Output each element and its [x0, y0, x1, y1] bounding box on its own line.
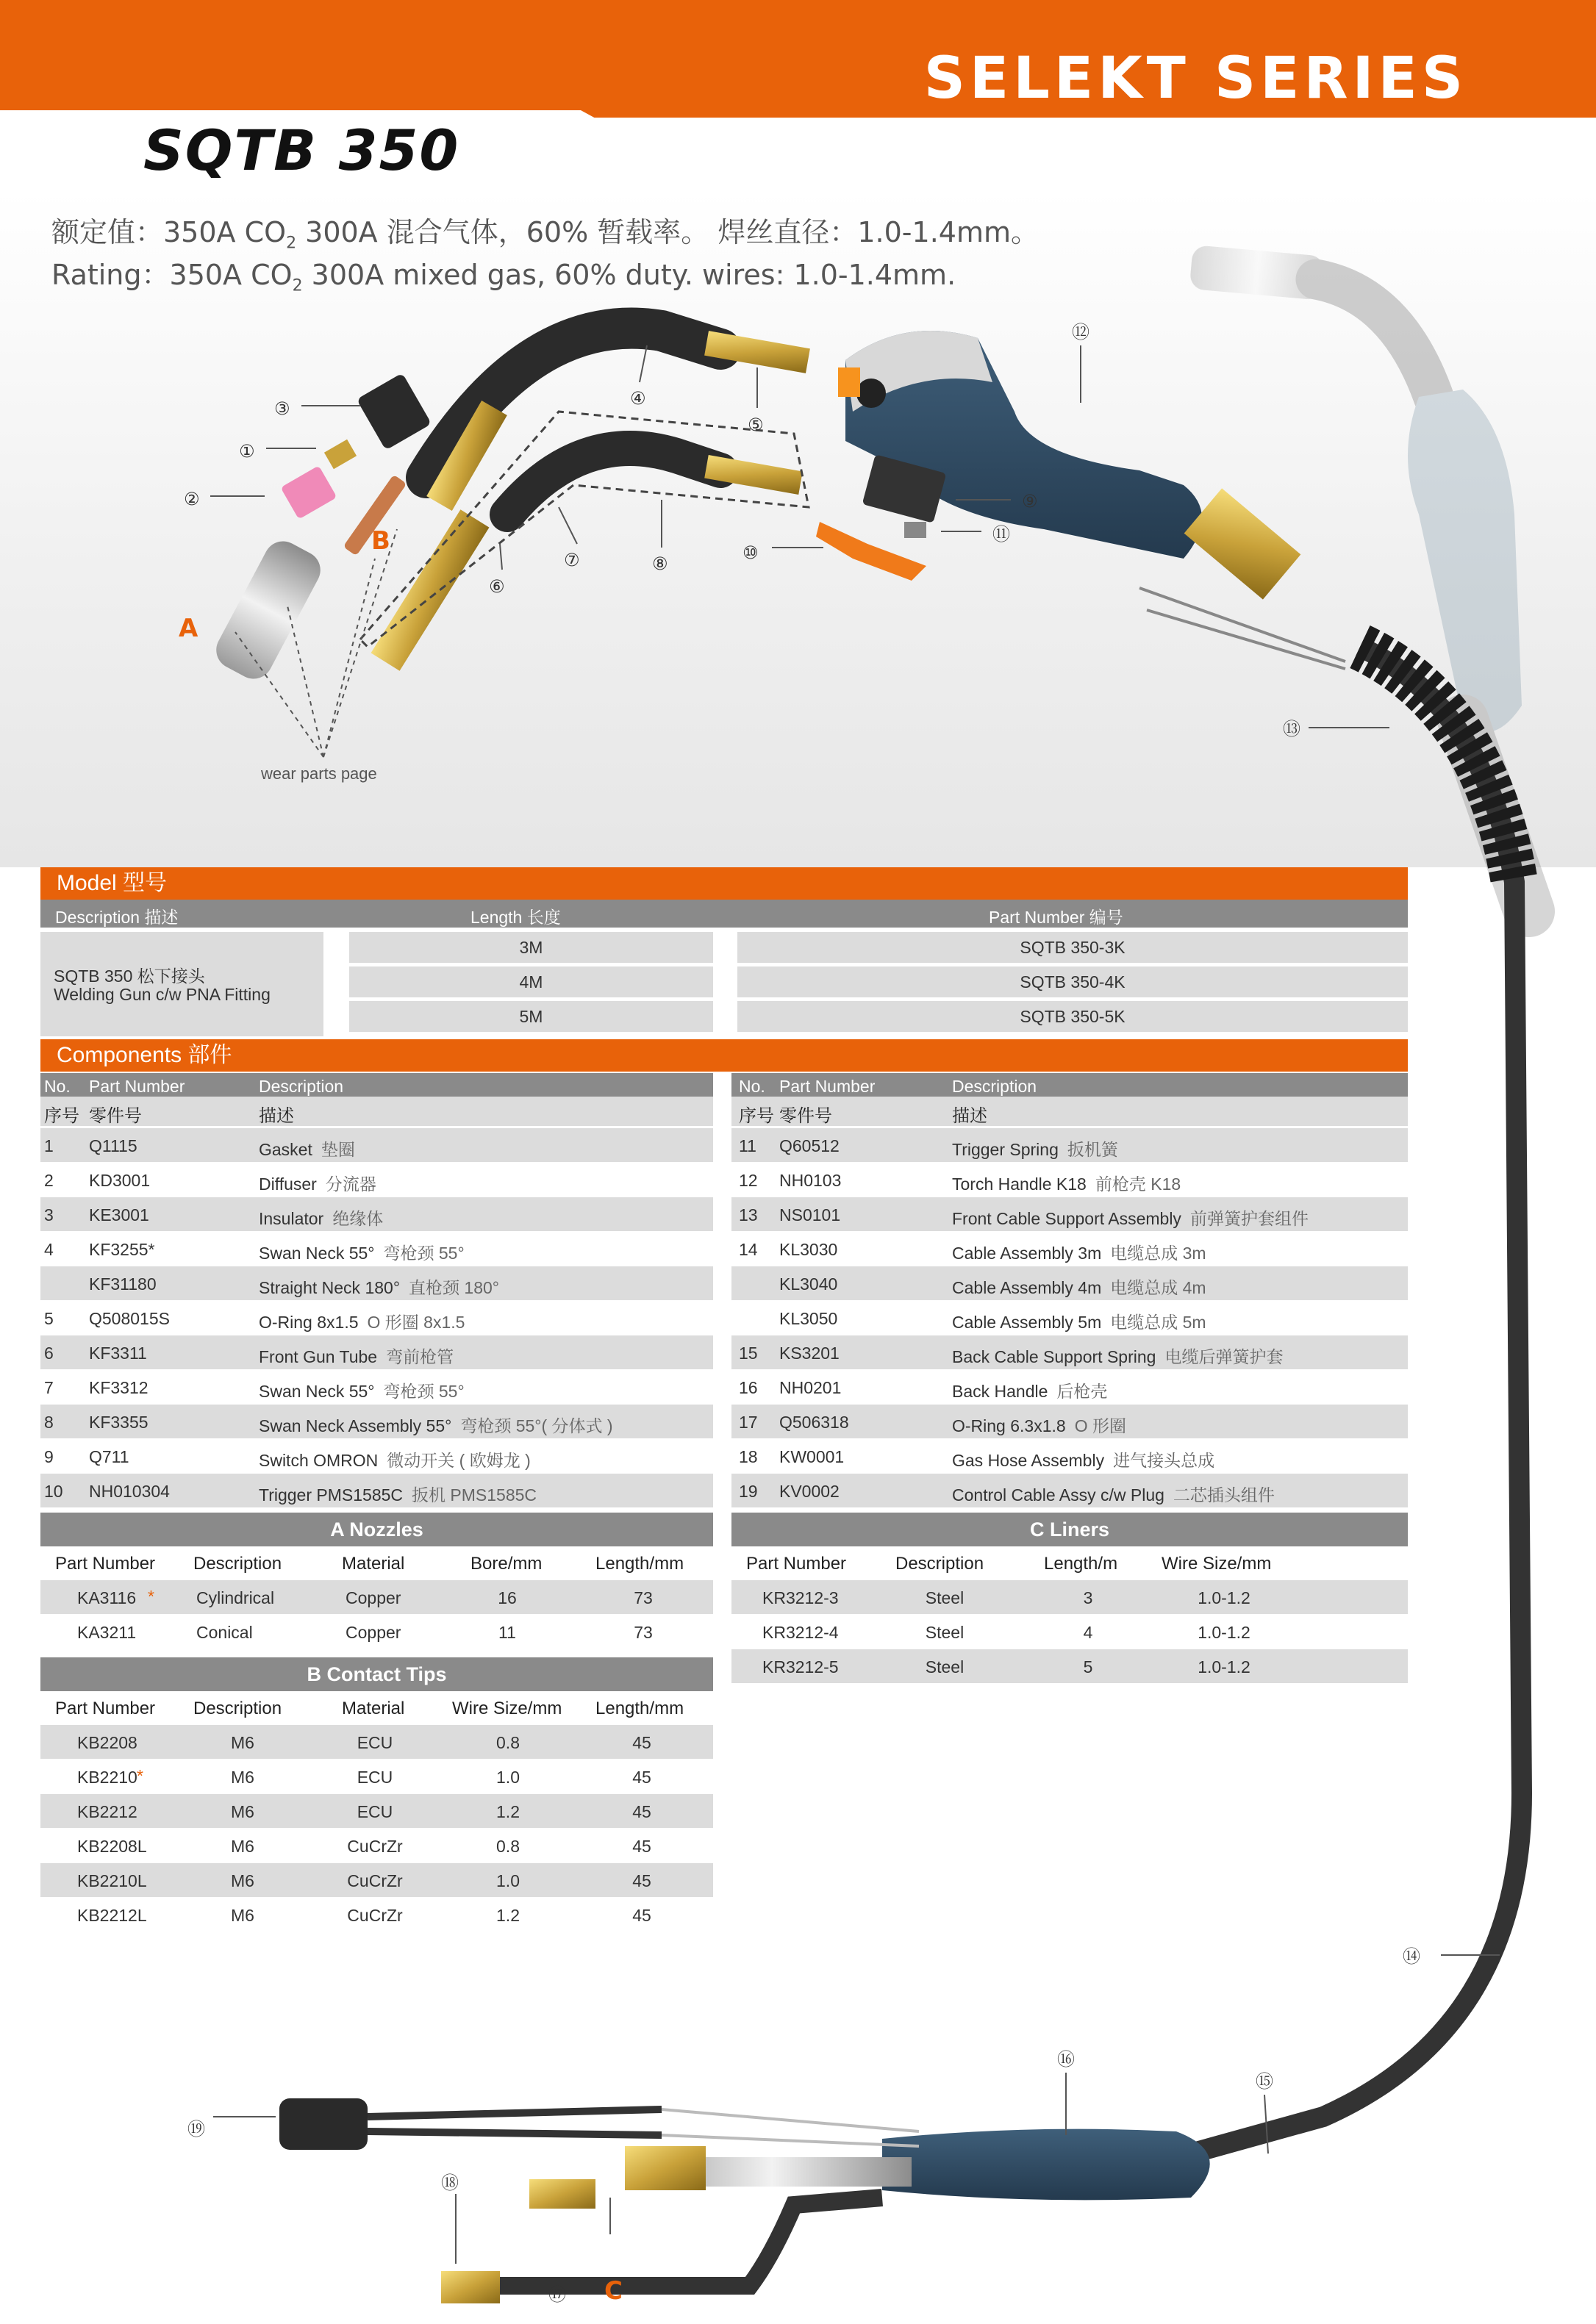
component-description: Switch OMRON 微动开关 ( 欧姆龙 ) — [259, 1451, 531, 1470]
callout-12: ⑫ — [1072, 322, 1089, 342]
component-description-cn: 二芯插头组件 — [1173, 1485, 1275, 1504]
tip-wire-size: 1.0 — [496, 1768, 520, 1787]
liner-description: Steel — [925, 1657, 965, 1676]
component-no: 16 — [739, 1378, 758, 1397]
nozzle-part-number: KA3116 — [77, 1588, 137, 1607]
tip-description: M6 — [231, 1802, 254, 1821]
nozzles-header: Part Number Description Material Bore/mm Length/mm — [55, 1554, 684, 1574]
nozzle-material: Copper — [346, 1588, 401, 1607]
component-part-number: KS3201 — [779, 1344, 840, 1363]
component-row — [40, 1405, 713, 1438]
tip-part-number: KB2210L — [77, 1871, 147, 1890]
components-cn-header-left: 序号 零件号 描述 — [40, 1097, 713, 1126]
tip-part-number: KB2212L — [77, 1906, 147, 1925]
component-description-cn: 弯枪颈 55° — [383, 1244, 465, 1263]
component-part-number: KF31180 — [89, 1274, 157, 1294]
components-title: Components 部件 — [40, 1039, 1408, 1072]
liner-description: Steel — [925, 1623, 965, 1642]
callout-10: ⑩ — [742, 542, 759, 563]
component-description-cn: 微动开关 ( 欧姆龙 ) — [387, 1451, 531, 1470]
component-description: Control Cable Assy c/w Plug 二芯插头组件 — [952, 1485, 1275, 1504]
component-row — [731, 1163, 1408, 1197]
callout-7: ⑦ — [564, 550, 580, 570]
component-description-cn: 扳机簧 — [1067, 1140, 1118, 1159]
tip-wire-size: 0.8 — [496, 1733, 520, 1752]
component-description-cn: 电缆总成 4m — [1110, 1278, 1206, 1297]
contact-tip-row — [40, 1760, 713, 1793]
component-description-cn: 电缆总成 3m — [1110, 1244, 1206, 1263]
component-part-number: KE3001 — [89, 1205, 149, 1224]
component-description-cn: 绝缘体 — [332, 1209, 384, 1228]
callout-8: ⑧ — [652, 553, 668, 574]
model-part-cell: SQTB 350-5K — [737, 1001, 1408, 1032]
component-description-cn: 弯前枪管 — [386, 1347, 454, 1366]
component-no: 7 — [44, 1378, 54, 1397]
liner-part-number: KR3212-4 — [762, 1623, 839, 1642]
component-row — [40, 1439, 713, 1473]
component-row — [731, 1335, 1408, 1369]
liner-wire-size: 1.0-1.2 — [1198, 1657, 1250, 1676]
component-part-number: KF3355 — [89, 1413, 148, 1432]
component-no: 12 — [739, 1171, 758, 1190]
tip-material: ECU — [357, 1802, 393, 1821]
component-description-cn: O 形圈 — [1074, 1416, 1126, 1435]
tip-description: M6 — [231, 1871, 254, 1890]
contact-tip-row — [40, 1794, 713, 1828]
tip-length: 45 — [632, 1906, 651, 1925]
component-description: Swan Neck 55° 弯枪颈 55° — [259, 1244, 465, 1263]
tips-title: B Contact Tips — [40, 1657, 713, 1691]
contact-tip-row — [40, 1863, 713, 1897]
component-row — [731, 1266, 1408, 1300]
insulator-part — [357, 373, 432, 450]
callout-1: ① — [239, 441, 255, 462]
component-row — [731, 1474, 1408, 1507]
nozzle-row — [40, 1615, 713, 1649]
letter-b: B — [371, 526, 390, 556]
component-part-number: KL3030 — [779, 1240, 838, 1259]
component-row — [731, 1197, 1408, 1231]
component-part-number: NS0101 — [779, 1205, 841, 1224]
component-row — [40, 1370, 713, 1404]
nozzle-bore: 16 — [498, 1588, 517, 1607]
component-description: Trigger Spring 扳机簧 — [952, 1140, 1118, 1159]
component-row — [40, 1232, 713, 1266]
component-part-number: Q506318 — [779, 1413, 849, 1432]
nozzle-part — [210, 534, 327, 685]
component-part-number: NH010304 — [89, 1482, 170, 1501]
component-description-cn: 垫圈 — [321, 1140, 355, 1159]
component-description-cn: 电缆总成 5m — [1110, 1313, 1206, 1332]
callout-3: ③ — [274, 398, 290, 419]
component-no: 14 — [739, 1240, 758, 1259]
component-description: O-Ring 6.3x1.8 O 形圈 — [952, 1416, 1126, 1435]
component-row — [40, 1301, 713, 1335]
component-description: Cable Assembly 4m 电缆总成 4m — [952, 1278, 1206, 1297]
model-length-cell: 4M — [349, 966, 713, 997]
tip-material: CuCrZr — [347, 1906, 403, 1925]
tip-part-number: KB2212 — [77, 1802, 137, 1821]
component-description: Swan Neck Assembly 55° 弯枪颈 55°( 分体式 ) — [259, 1416, 613, 1435]
component-no: 6 — [44, 1344, 54, 1363]
letter-c: C — [604, 2276, 623, 2306]
liner-part-number: KR3212-3 — [762, 1588, 839, 1607]
component-row — [40, 1197, 713, 1231]
component-description: Gas Hose Assembly 进气接头总成 — [952, 1451, 1215, 1470]
model-table-header: Description 描述 Length 长度 Part Number 编号 — [40, 900, 1408, 928]
nozzle-part-number: KA3211 — [77, 1623, 137, 1642]
component-row — [731, 1128, 1408, 1162]
tip-wire-size: 1.2 — [496, 1906, 520, 1925]
tip-length: 45 — [632, 1837, 651, 1856]
model-title: SQTB 350 — [143, 118, 460, 183]
component-row — [731, 1405, 1408, 1438]
diffuser-part — [281, 465, 337, 519]
tip-material: ECU — [357, 1768, 393, 1787]
tip-length: 45 — [632, 1768, 651, 1787]
liner-length: 3 — [1083, 1588, 1093, 1607]
wear-parts-label: wear parts page — [261, 764, 377, 783]
component-description: Front Cable Support Assembly 前弹簧护套组件 — [952, 1209, 1309, 1228]
component-row — [40, 1128, 713, 1162]
component-description: Trigger PMS1585C 扳机 PMS1585C — [259, 1485, 537, 1504]
callout-2: ② — [184, 489, 200, 509]
tip-length: 45 — [632, 1871, 651, 1890]
back-handle — [882, 2129, 1210, 2201]
tip-description: M6 — [231, 1768, 254, 1787]
component-row — [731, 1439, 1408, 1473]
component-row — [40, 1163, 713, 1197]
component-description-cn: 前弹簧护套组件 — [1189, 1209, 1309, 1228]
tip-material: CuCrZr — [347, 1837, 403, 1856]
component-no: 8 — [44, 1413, 54, 1432]
component-no: 13 — [739, 1205, 758, 1224]
tip-wire-size: 1.2 — [496, 1802, 520, 1821]
component-part-number: KF3311 — [89, 1344, 147, 1363]
component-part-number: KL3050 — [779, 1309, 838, 1328]
tip-material: CuCrZr — [347, 1871, 403, 1890]
component-part-number: Q1115 — [89, 1136, 137, 1155]
liner-length: 4 — [1083, 1623, 1093, 1642]
components-header-right: No. Part Number Description — [731, 1073, 1408, 1098]
rating-en: Rating：350A $CO_2$ 300A mixed gas, 60% duty. wires: 1.0-1.4mm. — [51, 259, 956, 295]
components-cn-header-right: 序号 零件号 描述 — [731, 1097, 1408, 1126]
liners-header: Part Number Description Length/m Wire Size/mm — [746, 1554, 1272, 1574]
component-part-number: Q711 — [89, 1447, 129, 1466]
component-no: 4 — [44, 1240, 54, 1259]
liner-row — [731, 1649, 1408, 1683]
nozzles-title: A Nozzles — [40, 1513, 713, 1546]
component-row — [731, 1301, 1408, 1335]
component-description: Diffuser 分流器 — [259, 1174, 376, 1194]
callout-9: ⑨ — [1022, 491, 1038, 512]
components-header-left: No. Part Number Description — [40, 1073, 713, 1098]
callout-14: ⑭ — [1403, 1946, 1420, 1967]
callout-15: ⑮ — [1256, 2071, 1273, 2092]
component-part-number: NH0201 — [779, 1378, 842, 1397]
component-description-cn: 后枪壳 — [1056, 1382, 1108, 1401]
tip-material: ECU — [357, 1733, 393, 1752]
component-part-number: KF3255* — [89, 1240, 155, 1259]
component-description: Cable Assembly 5m 电缆总成 5m — [952, 1313, 1206, 1332]
gasket-part — [324, 440, 357, 470]
component-description-cn: 电缆后弹簧护套 — [1164, 1347, 1284, 1366]
component-row — [731, 1370, 1408, 1404]
tips-header: Part Number Description Material Wire Size/mm Length/mm — [55, 1699, 684, 1718]
component-description: O-Ring 8x1.5 O 形圈 8x1.5 — [259, 1313, 465, 1332]
model-part-cell: SQTB 350-3K — [737, 932, 1408, 963]
component-description-cn: 直枪颈 180° — [409, 1278, 499, 1297]
callout-18: ⑱ — [441, 2173, 459, 2193]
component-row — [731, 1232, 1408, 1266]
tip-description: M6 — [231, 1733, 254, 1752]
model-part-cell: SQTB 350-4K — [737, 966, 1408, 997]
component-no: 18 — [739, 1447, 758, 1466]
component-no: 17 — [739, 1413, 758, 1432]
liner-row — [731, 1580, 1408, 1614]
component-no: 10 — [44, 1482, 63, 1501]
tip-description: M6 — [231, 1837, 254, 1856]
nozzle-length: 73 — [634, 1623, 653, 1642]
component-description-cn: 扳机 PMS1585C — [412, 1485, 537, 1504]
callout-5: ⑤ — [748, 415, 764, 435]
model-table-title: Model 型号 — [40, 867, 1408, 900]
rating-cn: 额定值：350A $CO_2$ 300A 混合气体，60% 暂载率。 焊丝直径：1.0-1.4mm。 — [51, 216, 1039, 253]
nozzle-description: Conical — [196, 1623, 253, 1642]
callout-4: ④ — [630, 388, 646, 409]
tip-description: M6 — [231, 1906, 254, 1925]
liner-description: Steel — [925, 1588, 965, 1607]
component-description-cn: O 形圈 8x1.5 — [367, 1313, 465, 1332]
tip-part-number: KB2208 — [77, 1733, 137, 1752]
model-description-cell: SQTB 350 松下接头 Welding Gun c/w PNA Fitting — [40, 932, 323, 1036]
nozzle-material: Copper — [346, 1623, 401, 1642]
component-no: 9 — [44, 1447, 54, 1466]
component-no: 1 — [44, 1136, 54, 1155]
component-no: 3 — [44, 1205, 54, 1224]
nozzle-length: 73 — [634, 1588, 653, 1607]
liner-length: 5 — [1083, 1657, 1093, 1676]
component-part-number: NH0103 — [779, 1171, 842, 1190]
component-part-number: KV0002 — [779, 1482, 840, 1501]
liner-row — [731, 1615, 1408, 1649]
component-no: 15 — [739, 1344, 758, 1363]
liners-title: C Liners — [731, 1513, 1408, 1546]
contact-tip-row — [40, 1829, 713, 1862]
component-part-number: KW0001 — [779, 1447, 845, 1466]
callout-16: ⑯ — [1057, 2049, 1075, 2070]
component-description: Cable Assembly 3m 电缆总成 3m — [952, 1244, 1206, 1263]
component-no: 5 — [44, 1309, 54, 1328]
tip-length: 45 — [632, 1733, 651, 1752]
tip-part-number: KB2208L — [77, 1837, 147, 1856]
liner-part-number: KR3212-5 — [762, 1657, 839, 1676]
recommended-star: * — [148, 1587, 154, 1606]
series-title: SELEKT SERIES — [923, 46, 1467, 112]
component-row — [40, 1474, 713, 1507]
letter-a: A — [179, 614, 198, 643]
tip-wire-size: 0.8 — [496, 1837, 520, 1856]
callout-17: ⑰ — [548, 2284, 566, 2305]
component-description: Back Cable Support Spring 电缆后弹簧护套 — [952, 1347, 1284, 1366]
component-no: 2 — [44, 1171, 54, 1190]
component-part-number: KF3312 — [89, 1378, 148, 1397]
component-description-cn: 弯枪颈 55°( 分体式 ) — [460, 1416, 613, 1435]
component-description-cn: 进气接头总成 — [1113, 1451, 1215, 1470]
contact-tip-row — [40, 1725, 713, 1759]
component-row — [40, 1266, 713, 1300]
nozzle-description: Cylindrical — [196, 1588, 275, 1607]
model-length-cell: 3M — [349, 932, 713, 963]
component-part-number: Q508015S — [89, 1309, 170, 1328]
nozzle-bore: 11 — [498, 1623, 516, 1642]
component-part-number: KL3040 — [779, 1274, 838, 1294]
callout-6: ⑥ — [489, 576, 505, 597]
component-description: Swan Neck 55° 弯枪颈 55° — [259, 1382, 465, 1401]
model-length-cell: 5M — [349, 1001, 713, 1032]
nozzle-row — [40, 1580, 713, 1614]
component-description: Insulator 绝缘体 — [259, 1209, 384, 1228]
liner-wire-size: 1.0-1.2 — [1198, 1588, 1250, 1607]
component-row — [40, 1335, 713, 1369]
contact-tip-row — [40, 1898, 713, 1932]
component-part-number: KD3001 — [89, 1171, 151, 1190]
component-description: Back Handle 后枪壳 — [952, 1382, 1108, 1401]
tip-part-number: KB2210 — [77, 1768, 137, 1787]
tip-length: 45 — [632, 1802, 651, 1821]
component-description-cn: 分流器 — [325, 1174, 376, 1194]
component-description-cn: 前枪壳 K18 — [1095, 1174, 1181, 1194]
recommended-star: * — [137, 1766, 143, 1785]
callout-11: ⑪ — [992, 524, 1010, 545]
liner-wire-size: 1.0-1.2 — [1198, 1623, 1250, 1642]
component-description: Front Gun Tube 弯前枪管 — [259, 1347, 454, 1366]
tip-wire-size: 1.0 — [496, 1871, 520, 1890]
component-description-cn: 弯枪颈 55° — [383, 1382, 465, 1401]
component-description: Torch Handle K18 前枪壳 K18 — [952, 1174, 1181, 1194]
component-no: 19 — [739, 1482, 758, 1501]
callout-13: ⑬ — [1283, 719, 1300, 739]
callout-19: ⑲ — [187, 2119, 205, 2140]
component-description: Straight Neck 180° 直枪颈 180° — [259, 1278, 499, 1297]
component-description: Gasket 垫圈 — [259, 1140, 355, 1159]
component-no: 11 — [739, 1136, 756, 1155]
component-part-number: Q60512 — [779, 1136, 840, 1155]
